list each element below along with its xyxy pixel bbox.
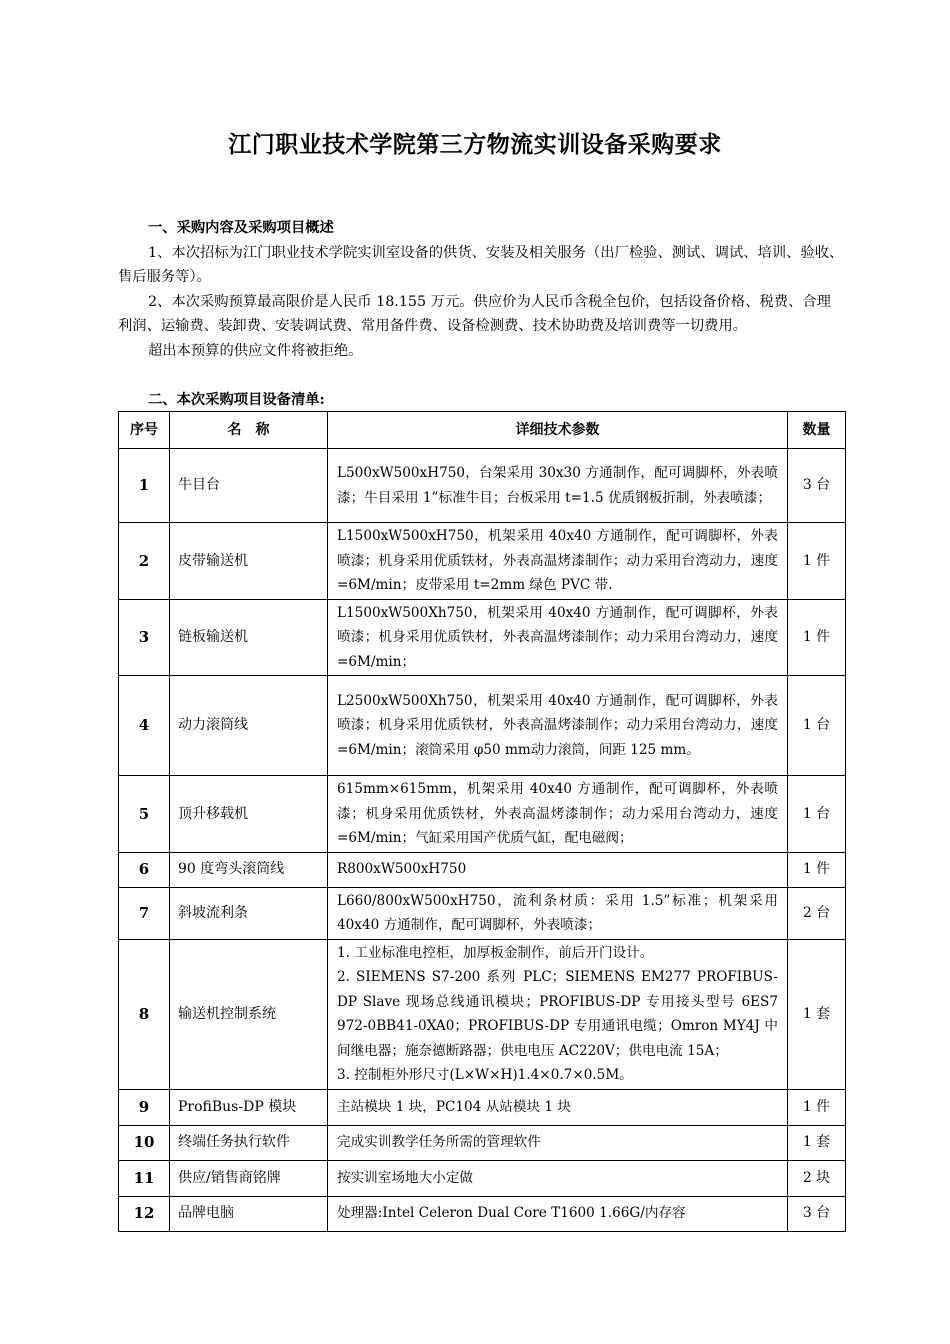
table-row [119, 776, 846, 853]
table-row [119, 676, 846, 776]
row-number: 4 [119, 676, 170, 776]
section1-paragraph-1: 1、本次招标为江门职业技术学院实训室设备的供货、安装及相关服务（出厂检验、测试、调试、培训、验收、售后服务等）。 [118, 244, 844, 285]
section2-heading: 二、本次采购项目设备清单: [148, 392, 325, 408]
table-row [119, 1125, 846, 1160]
row-name: ProfiBus-DP 模块 [170, 1089, 328, 1125]
row-spec: L500xW500xH750，台架采用 30x30 方通制作，配可调脚杯，外表喷漆；牛目采用 1”标准牛目；台板采用 t=1.5 优质钢板折制，外表喷漆； [328, 449, 788, 523]
row-name: 顶升移载机 [170, 776, 328, 853]
row-name: 供应/销售商铭牌 [170, 1160, 328, 1196]
header-number: 序号 [119, 412, 170, 449]
row-spec: 按实训室场地大小定做 [328, 1160, 788, 1196]
row-number: 8 [119, 939, 170, 1089]
row-number: 12 [119, 1196, 170, 1231]
table-row [119, 852, 846, 887]
row-quantity: 1 件 [788, 523, 846, 600]
row-name: 链板输送机 [170, 599, 328, 676]
row-name: 皮带输送机 [170, 523, 328, 600]
row-spec: L660/800xW500xH750，流利条材质：采用 1.5”标准；机架采用 40x40 方通制作，配可调脚杯，外表喷漆； [328, 887, 788, 939]
row-quantity: 1 件 [788, 599, 846, 676]
row-name: 牛目台 [170, 449, 328, 523]
header-quantity: 数量 [788, 412, 846, 449]
document-title: 江门职业技术学院第三方物流实训设备采购要求 [228, 131, 722, 158]
table-row [119, 887, 846, 939]
table-row [119, 939, 846, 1089]
spec-line: 1. 工业标准电控柜，加厚板金制作，前后开门设计。 [337, 944, 654, 961]
table-header-row [119, 412, 846, 449]
row-spec: L1500xW500xH750，机架采用 40x40 方通制作，配可调脚杯，外表喷漆；机身采用优质铁材，外表高温烤漆制作；动力采用台湾动力，速度=6M/min；皮带采用 t=2mm 绿色 PVC 带. [328, 523, 788, 600]
row-name: 斜坡流利条 [170, 887, 328, 939]
row-name: 动力滚筒线 [170, 676, 328, 776]
row-spec: 主站模块 1 块，PC104 从站模块 1 块 [328, 1089, 788, 1125]
equipment-table [118, 411, 846, 1232]
row-number: 9 [119, 1089, 170, 1125]
row-quantity: 1 套 [788, 1125, 846, 1160]
section-overview [118, 216, 845, 363]
row-name: 90 度弯头滚筒线 [170, 852, 328, 887]
row-number: 6 [119, 852, 170, 887]
spec-line: 3. 控制柜外形尺寸(L×W×H)1.4×0.7×0.5M。 [337, 1067, 633, 1083]
row-name: 输送机控制系统 [170, 939, 328, 1089]
section1-paragraph-2: 2、本次采购预算最高限价是人民币 18.155 万元。供应价为人民币含税全包价，包括设备价格、税费、合理利润、运输费、装卸费、安装调试费、常用备件费、设备检测费、技术协助费及培训费等一切费用。 [118, 293, 831, 334]
row-spec: 615mm×615mm，机架采用 40x40 方通制作，配可调脚杯，外表喷漆；机身采用优质铁材，外表高温烤漆制作；动力采用台湾动力，速度=6M/min；气缸采用国产优质气缸，配电磁阀； [328, 776, 788, 853]
row-name: 终端任务执行软件 [170, 1125, 328, 1160]
table-row [119, 523, 846, 600]
table-row [119, 449, 846, 523]
row-quantity: 2 台 [788, 887, 846, 939]
row-number: 5 [119, 776, 170, 853]
section-equipment-list [118, 388, 845, 413]
row-quantity: 2 块 [788, 1160, 846, 1196]
row-number: 1 [119, 449, 170, 523]
row-spec: 处理器:Intel Celeron Dual Core T1600 1.66G/内存容 [328, 1196, 788, 1231]
row-quantity: 1 套 [788, 939, 846, 1089]
section1-heading: 一、采购内容及采购项目概述 [148, 220, 334, 236]
header-name: 名 称 [170, 412, 328, 449]
spec-line: 2. SIEMENS S7-200 系列 PLC；SIEMENS EM277 PROFIBUS-DP Slave 现场总线通讯模块；PROFIBUS-DP 专用接头型号 6ES7 972-0BB41-0XA0；PROFIBUS-DP 专用通讯电缆；Omron MY4J 中间继电器；施奈德断路器；供电电压 AC220V；供电电流 15A； [337, 969, 778, 1059]
table-row [119, 1089, 846, 1125]
row-name: 品牌电脑 [170, 1196, 328, 1231]
row-quantity: 1 台 [788, 776, 846, 853]
row-spec: R800xW500xH750 [328, 852, 788, 887]
table-row [119, 599, 846, 676]
header-spec: 详细技术参数 [328, 412, 788, 449]
row-quantity: 1 件 [788, 1089, 846, 1125]
row-spec: L2500xW500Xh750，机架采用 40x40 方通制作，配可调脚杯，外表喷漆；机身采用优质铁材，外表高温烤漆制作；动力采用台湾动力，速度=6M/min；滚筒采用 φ50 mm动力滚筒，间距 125 mm。 [328, 676, 788, 776]
row-number: 7 [119, 887, 170, 939]
row-number: 11 [119, 1160, 170, 1196]
row-number: 2 [119, 523, 170, 600]
row-spec [328, 939, 788, 1089]
section1-paragraph-3: 超出本预算的供应文件将被拒绝。 [148, 342, 363, 359]
row-quantity: 3 台 [788, 449, 846, 523]
row-spec: 完成实训教学任务所需的管理软件 [328, 1125, 788, 1160]
row-quantity: 3 台 [788, 1196, 846, 1231]
row-number: 3 [119, 599, 170, 676]
row-quantity: 1 件 [788, 852, 846, 887]
row-spec: L1500xW500Xh750，机架采用 40x40 方通制作，配可调脚杯，外表喷漆；机身采用优质铁材，外表高温烤漆制作；动力采用台湾动力，速度=6M/min； [328, 599, 788, 676]
table-row [119, 1196, 846, 1231]
row-quantity: 1 台 [788, 676, 846, 776]
table-row [119, 1160, 846, 1196]
row-number: 10 [119, 1125, 170, 1160]
